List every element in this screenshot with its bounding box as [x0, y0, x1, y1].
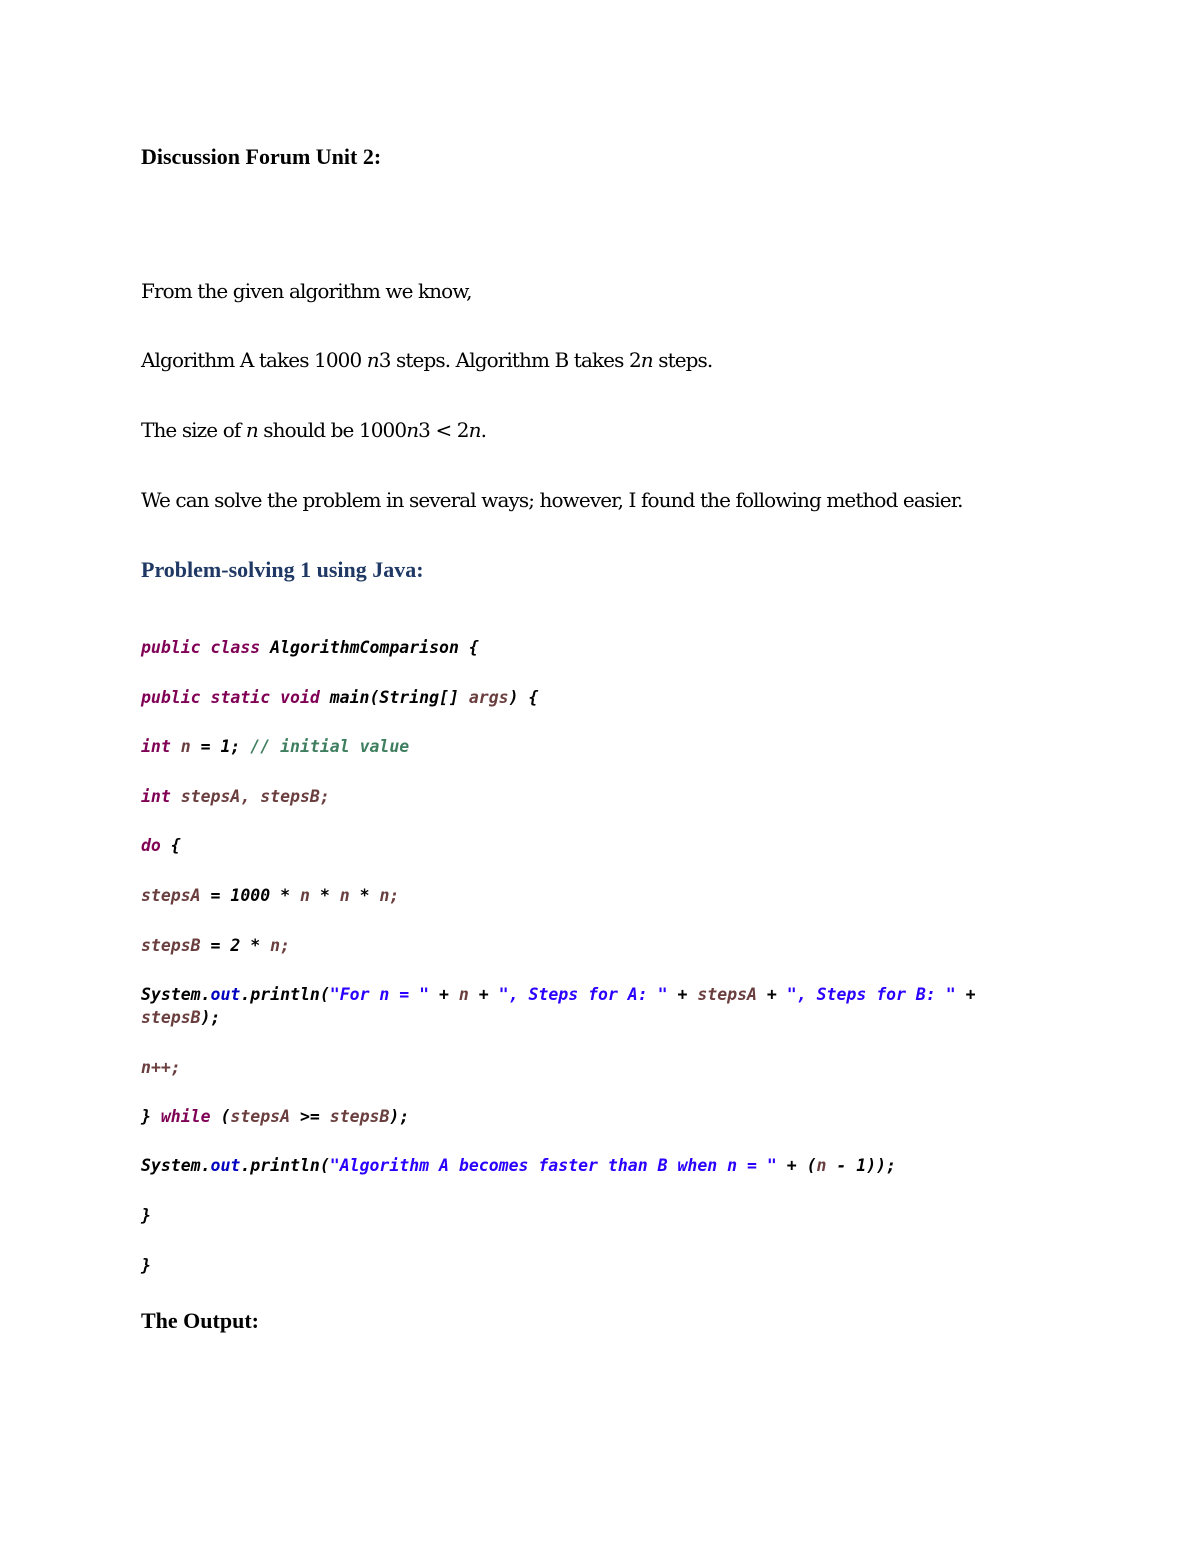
output-heading: The Output: [141, 1308, 259, 1333]
code-variable: stepsA, stepsB [170, 787, 320, 806]
code-variable: stepsA [697, 985, 757, 1004]
code-text: System. [141, 1156, 211, 1175]
code-variable: args [468, 688, 509, 707]
code-class-name: AlgorithmComparison { [260, 638, 479, 657]
code-text: ; [280, 936, 291, 955]
code-line-10 [141, 1105, 1061, 1128]
code-text: >= [290, 1107, 330, 1126]
code-text: main(String[] [319, 688, 469, 707]
algorithm-steps-paragraph [141, 347, 712, 373]
code-variable: n [458, 985, 469, 1004]
code-variable: n [170, 737, 191, 756]
code-variable: n [141, 1058, 151, 1077]
size-prefix: The size of [141, 418, 246, 442]
code-field: out [210, 1156, 241, 1175]
alg-b-suffix: steps. [652, 348, 713, 372]
code-line-3 [141, 735, 1061, 758]
code-text: + [468, 985, 499, 1004]
code-variable: stepsB [141, 936, 201, 955]
size-suffix: . [480, 418, 487, 442]
size-var-1: n [245, 418, 258, 442]
code-comment: // initial value [250, 737, 410, 756]
code-field: out [210, 985, 241, 1004]
code-keyword: while [160, 1107, 211, 1126]
code-variable: n [270, 936, 281, 955]
code-line-6 [141, 884, 1061, 907]
code-line-5 [141, 834, 1061, 857]
code-text: + [429, 985, 459, 1004]
code-text: ); [200, 1008, 221, 1027]
code-text: * [349, 886, 380, 905]
size-mid: should be 1000 [257, 418, 407, 442]
code-line-4 [141, 785, 1061, 808]
java-section-heading: Problem-solving 1 using Java: [141, 557, 424, 582]
code-line-11 [141, 1154, 1061, 1177]
code-text: System. [141, 985, 211, 1004]
code-line-13: } [141, 1256, 151, 1275]
code-line-8 [141, 983, 1061, 1029]
size-mid-2: 3 < 2 [418, 418, 469, 442]
code-string: ", Steps for B: " [786, 985, 956, 1004]
code-line-1 [141, 636, 1061, 659]
code-text: { [160, 836, 181, 855]
code-text: + ( [776, 1156, 817, 1175]
code-variable: n [299, 886, 310, 905]
code-string: ", Steps for A: " [498, 985, 668, 1004]
code-text: ) { [508, 688, 539, 707]
size-condition-paragraph [141, 417, 486, 443]
code-variable: stepsA [141, 886, 201, 905]
code-variable: stepsB [329, 1107, 390, 1126]
code-line-12: } [141, 1206, 151, 1225]
size-var-2: n [406, 418, 419, 442]
code-keyword: int [141, 737, 171, 756]
code-text: ; [319, 787, 330, 806]
code-line-7 [141, 934, 1061, 957]
code-variable: stepsA [230, 1107, 291, 1126]
intro-paragraph: From the given algorithm we know, [141, 279, 472, 303]
code-text: + [667, 985, 698, 1004]
code-keyword: public static void [141, 688, 320, 707]
code-text: + [756, 985, 787, 1004]
code-text: ); [389, 1107, 410, 1126]
code-text: ; [389, 886, 400, 905]
code-text: = 1000 * [200, 886, 300, 905]
code-line-9 [141, 1056, 1061, 1079]
code-keyword: int [141, 787, 171, 806]
code-text: - 1)); [826, 1156, 897, 1175]
code-variable: n [339, 886, 350, 905]
alg-a-mid: 3 steps. Algorithm B takes 2 [378, 348, 641, 372]
code-text: .println( [240, 985, 330, 1004]
code-text: .println( [240, 1156, 330, 1175]
code-variable: stepsB [141, 1008, 201, 1027]
page-title: Discussion Forum Unit 2: [141, 144, 382, 169]
code-keyword: public class [141, 638, 261, 657]
code-text: + [955, 985, 986, 1004]
code-string: "For n = " [329, 985, 430, 1004]
solve-method-paragraph: We can solve the problem in several ways; however, I found the following method easier. [141, 488, 963, 512]
code-text: = 2 * [200, 936, 271, 955]
code-text: ( [210, 1107, 231, 1126]
code-string: "Algorithm A becomes faster than B when n = " [329, 1156, 777, 1175]
alg-a-var: n [366, 348, 379, 372]
code-text: } [141, 1107, 161, 1126]
code-keyword: do [141, 836, 161, 855]
size-var-3: n [468, 418, 481, 442]
code-variable: n [379, 886, 390, 905]
code-text: = 1; [190, 737, 251, 756]
alg-a-prefix: Algorithm A takes 1000 [141, 348, 367, 372]
code-line-2 [141, 686, 1061, 709]
code-text: * [309, 886, 340, 905]
code-text: ++; [150, 1058, 181, 1077]
alg-b-var: n [640, 348, 653, 372]
code-variable: n [816, 1156, 827, 1175]
